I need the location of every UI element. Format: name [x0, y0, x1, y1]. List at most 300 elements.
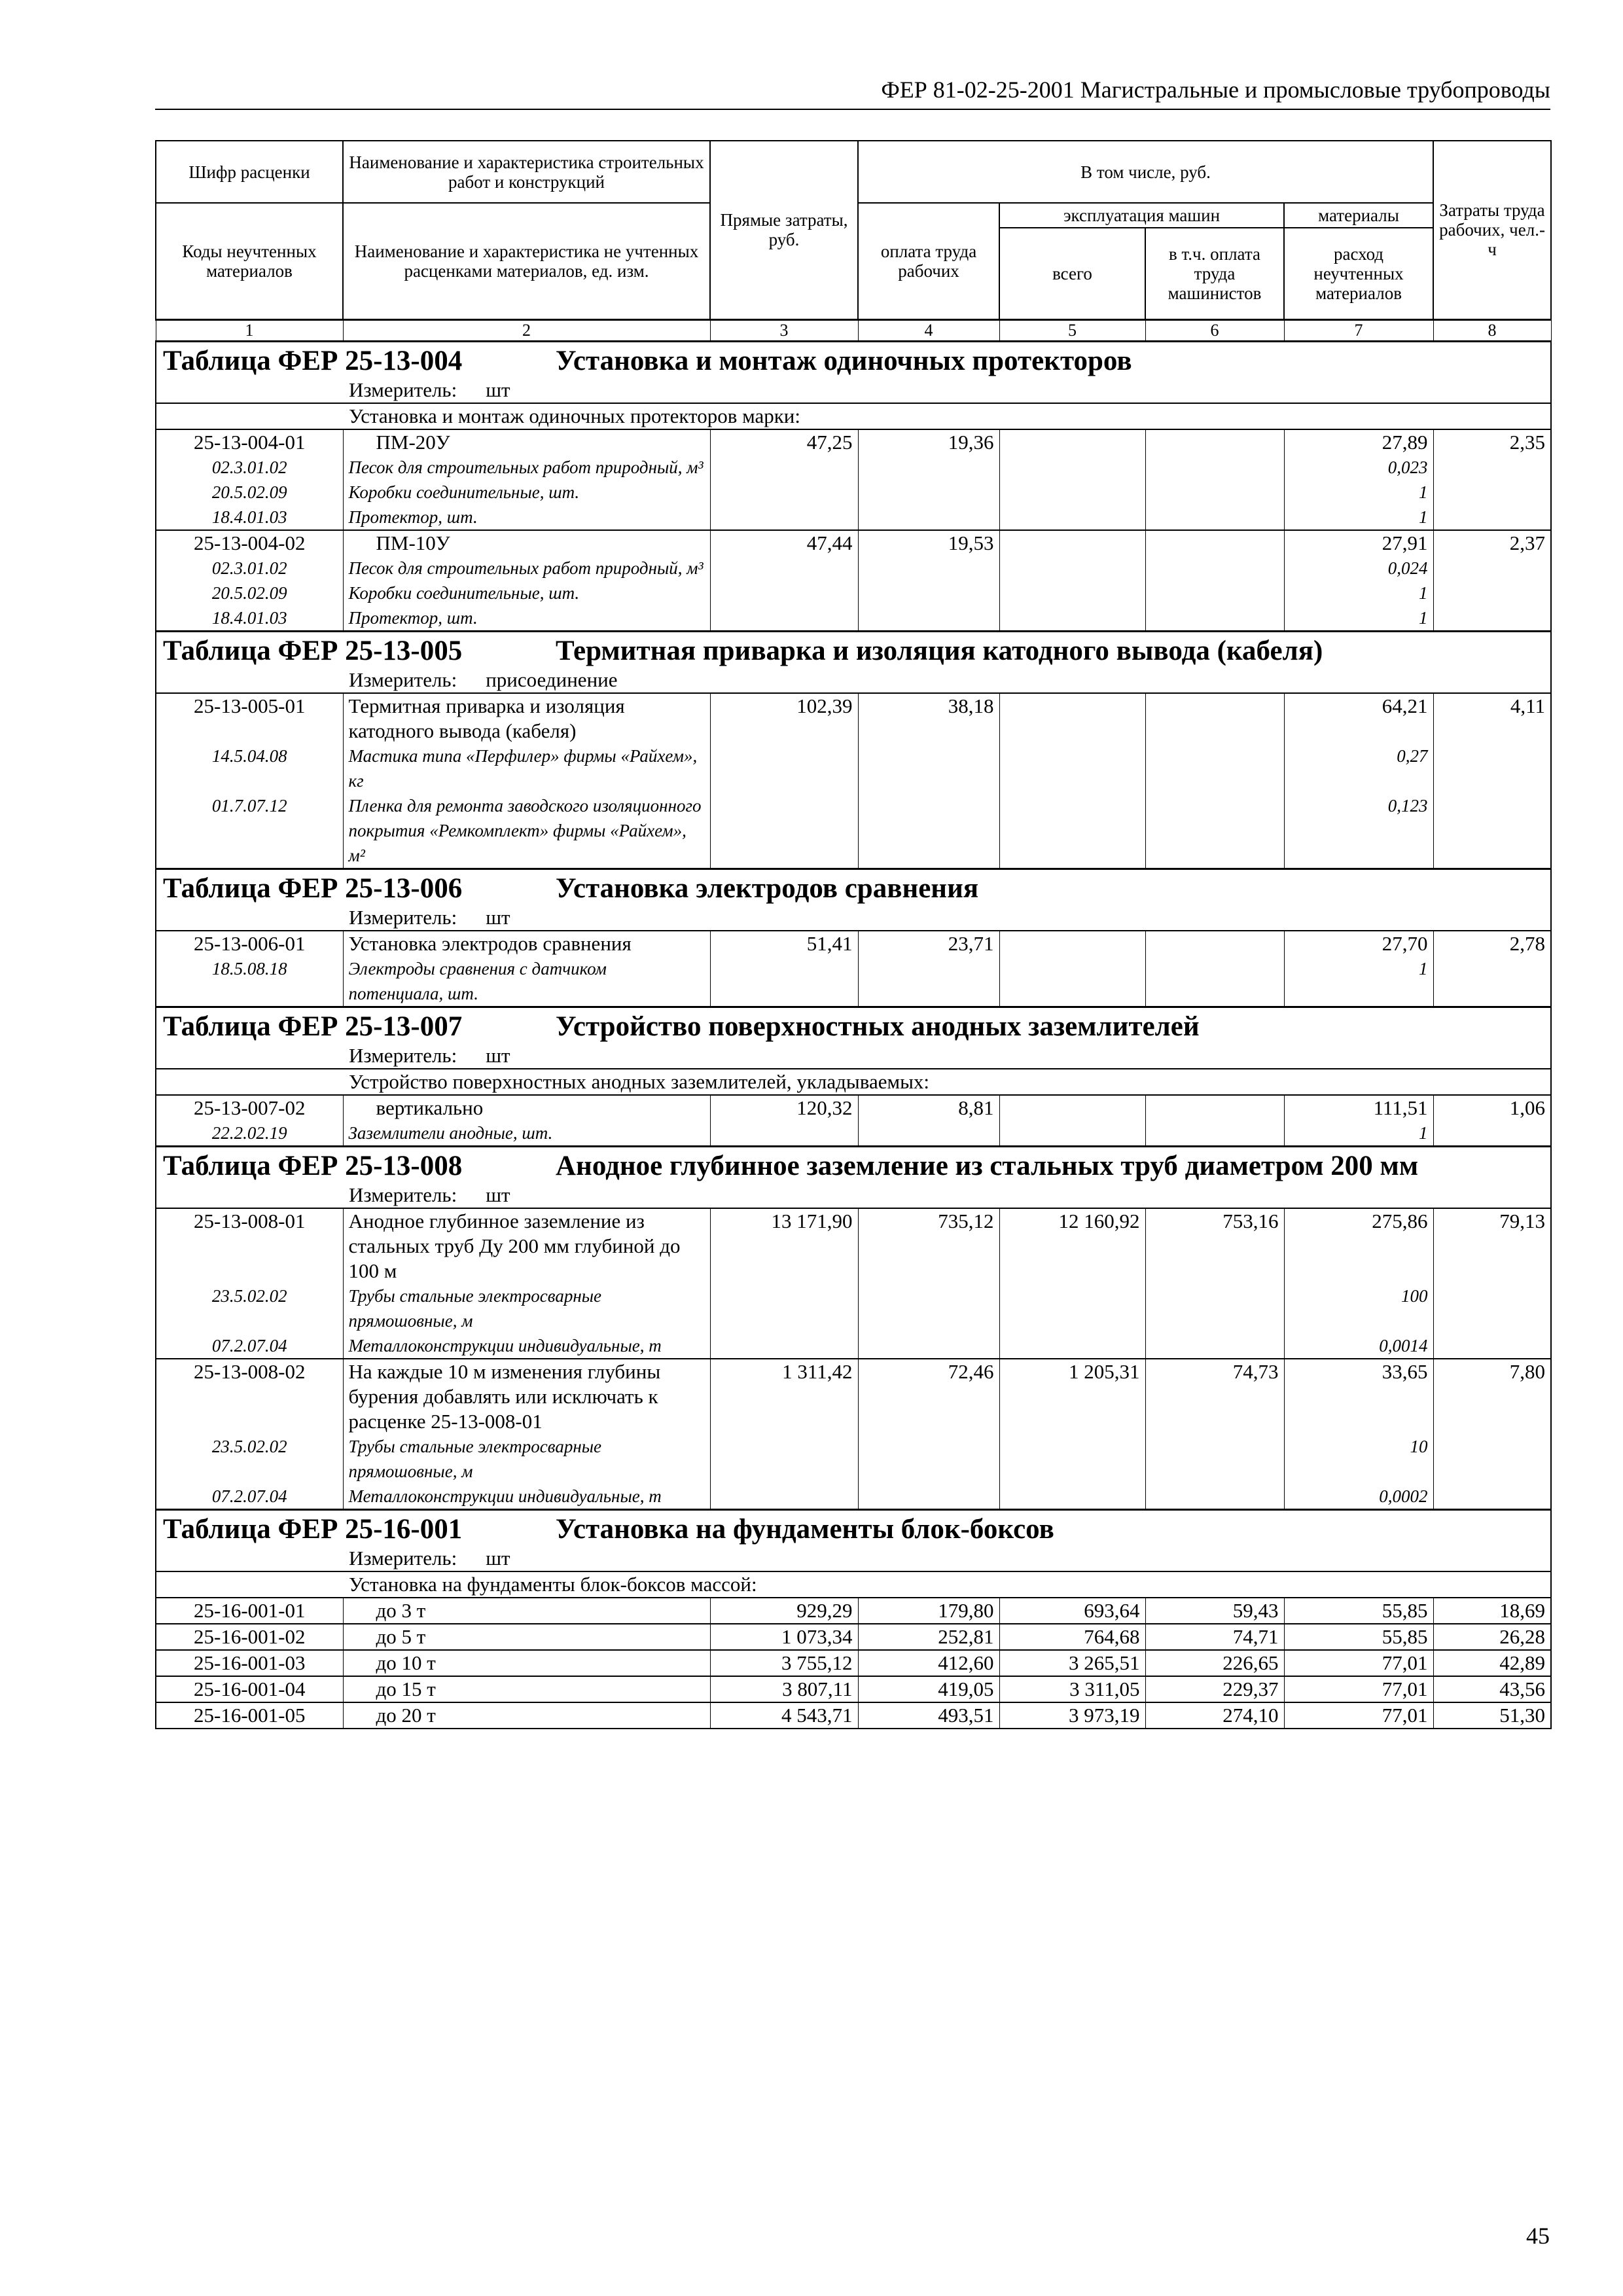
- unit-value: шт: [486, 905, 510, 929]
- rate-value: [999, 530, 1145, 556]
- rate-value: 19,36: [858, 429, 999, 455]
- empty-cell: [1433, 480, 1551, 505]
- section-name: Установка и монтаж одиночных протекторов: [556, 345, 1132, 376]
- rate-value: 764,68: [999, 1624, 1145, 1650]
- rate-code: 25-13-008-01: [156, 1208, 343, 1283]
- empty-cell: [1433, 1484, 1551, 1510]
- rate-code: 25-16-001-04: [156, 1676, 343, 1702]
- empty-cell: [999, 793, 1145, 869]
- section-unit: [156, 378, 1551, 403]
- empty-cell: [1433, 793, 1551, 869]
- column-number: 3: [710, 319, 858, 341]
- section-subtitle-row: [156, 1571, 1551, 1598]
- rate-value: [1145, 693, 1284, 744]
- empty-cell: [999, 744, 1145, 793]
- rate-value: 19,53: [858, 530, 999, 556]
- material-row: [156, 744, 1551, 793]
- empty-cell: [999, 1283, 1145, 1333]
- empty-cell: [858, 605, 999, 632]
- empty-cell: [1433, 605, 1551, 632]
- rate-value: 55,85: [1284, 1624, 1433, 1650]
- unit-value: шт: [486, 1546, 510, 1570]
- rate-value: 77,01: [1284, 1676, 1433, 1702]
- header-labor: Затраты труда рабочих, чел.-ч: [1433, 141, 1551, 319]
- header-material-names: Наименование и характеристика не учтенных расценками материалов, ед. изм.: [343, 203, 710, 319]
- rate-value: 419,05: [858, 1676, 999, 1702]
- section-title-row: [156, 631, 1551, 668]
- empty-cell: [1433, 1333, 1551, 1359]
- unit-label: Измеритель:: [349, 1043, 457, 1067]
- empty-cell: [1145, 956, 1284, 1007]
- material-row: [156, 1283, 1551, 1333]
- rate-value: 43,56: [1433, 1676, 1551, 1702]
- header-name: Наименование и характеристика строительных работ и конструкций: [343, 141, 710, 203]
- page-number: 45: [1526, 2223, 1550, 2249]
- empty-cell: [1145, 556, 1284, 581]
- rate-value: 7,80: [1433, 1359, 1551, 1434]
- material-quantity: 0,0002: [1284, 1484, 1433, 1510]
- unit-value: шт: [486, 1043, 510, 1067]
- unit-value: шт: [486, 1183, 510, 1206]
- material-row: [156, 1484, 1551, 1510]
- rate-value: 79,13: [1433, 1208, 1551, 1283]
- table-row: [156, 1650, 1551, 1676]
- section-unit-row: [156, 1043, 1551, 1069]
- material-quantity: 1: [1284, 605, 1433, 632]
- table-row: [156, 1359, 1551, 1434]
- section-unit-row: [156, 1183, 1551, 1208]
- rate-value: 493,51: [858, 1702, 999, 1729]
- empty-cell: [858, 956, 999, 1007]
- material-code: 20.5.02.09: [156, 581, 343, 605]
- rate-code: 25-16-001-01: [156, 1598, 343, 1624]
- rate-value: 23,71: [858, 931, 999, 956]
- empty-cell: [999, 505, 1145, 530]
- material-name: Протектор, шт.: [343, 605, 710, 632]
- rate-value: 64,21: [1284, 693, 1433, 744]
- empty-cell: [1145, 1121, 1284, 1147]
- empty-cell: [1433, 744, 1551, 793]
- rate-value: 3 973,19: [999, 1702, 1145, 1729]
- empty-cell: [1145, 1484, 1284, 1510]
- empty-cell: [999, 480, 1145, 505]
- column-number: 6: [1145, 319, 1284, 341]
- rate-name: до 10 т: [343, 1650, 710, 1676]
- material-code: 22.2.02.19: [156, 1121, 343, 1147]
- section-unit-row: [156, 378, 1551, 403]
- rate-value: 2,37: [1433, 530, 1551, 556]
- rate-value: 275,86: [1284, 1208, 1433, 1283]
- rate-value: 179,80: [858, 1598, 999, 1624]
- rate-name: Установка электродов сравнения: [343, 931, 710, 956]
- section-subtitle: Установка и монтаж одиночных протекторов марки:: [156, 403, 1551, 429]
- empty-cell: [1145, 480, 1284, 505]
- header-machinist-pay: в т.ч. оплата труда машинистов: [1145, 228, 1284, 319]
- empty-cell: [999, 1484, 1145, 1510]
- material-quantity: 10: [1284, 1434, 1433, 1484]
- rate-name: Термитная приварка и изоляция катодного вывода (кабеля): [343, 693, 710, 744]
- material-name: Коробки соединительные, шт.: [343, 480, 710, 505]
- rate-value: 735,12: [858, 1208, 999, 1283]
- document-header: ФЕР 81-02-25-2001 Магистральные и промысловые трубопроводы: [155, 73, 1550, 110]
- header-code: Шифр расценки: [156, 141, 343, 203]
- section-subtitle: Устройство поверхностных анодных заземлителей, укладываемых:: [156, 1069, 1551, 1095]
- section-name: Установка электродов сравнения: [556, 872, 979, 904]
- section-subtitle-row: [156, 403, 1551, 429]
- section-title-row: [156, 1146, 1551, 1183]
- material-row: [156, 1121, 1551, 1147]
- rate-code: 25-16-001-05: [156, 1702, 343, 1729]
- material-quantity: 100: [1284, 1283, 1433, 1333]
- empty-cell: [858, 1434, 999, 1484]
- empty-cell: [710, 1484, 858, 1510]
- material-name: Заземлители анодные, шт.: [343, 1121, 710, 1147]
- section-unit: [156, 1043, 1551, 1069]
- material-name: Трубы стальные электросварные прямошовные, м: [343, 1283, 710, 1333]
- header-materials: материалы: [1284, 203, 1433, 228]
- rate-value: [1145, 931, 1284, 956]
- material-name: Пленка для ремонта заводского изоляционного покрытия «Ремкомплект» фирмы «Райхем», м²: [343, 793, 710, 869]
- rate-code: 25-16-001-03: [156, 1650, 343, 1676]
- empty-cell: [999, 455, 1145, 480]
- section-unit: [156, 668, 1551, 693]
- section-code: Таблица ФЕР 25-13-005: [163, 635, 463, 666]
- section-title: [156, 1007, 1551, 1043]
- material-name: Трубы стальные электросварные прямошовные, м: [343, 1434, 710, 1484]
- empty-cell: [858, 480, 999, 505]
- material-row: [156, 1333, 1551, 1359]
- rate-value: 3 311,05: [999, 1676, 1145, 1702]
- section-subtitle-row: [156, 1069, 1551, 1095]
- material-code: 23.5.02.02: [156, 1434, 343, 1484]
- section-title: [156, 869, 1551, 905]
- empty-cell: [1145, 505, 1284, 530]
- material-row: [156, 581, 1551, 605]
- empty-cell: [999, 1121, 1145, 1147]
- section-name: Термитная приварка и изоляция катодного вывода (кабеля): [556, 635, 1323, 666]
- rate-code: 25-13-005-01: [156, 693, 343, 744]
- material-quantity: 1: [1284, 581, 1433, 605]
- section-name: Устройство поверхностных анодных заземлителей: [556, 1011, 1200, 1042]
- material-quantity: 0,024: [1284, 556, 1433, 581]
- header-machines: эксплуатация машин: [999, 203, 1284, 228]
- rate-value: 13 171,90: [710, 1208, 858, 1283]
- rate-value: 27,70: [1284, 931, 1433, 956]
- header-unaccounted-materials: расход неучтенных материалов: [1284, 228, 1433, 319]
- material-code: 18.4.01.03: [156, 605, 343, 632]
- unit-value: присоединение: [486, 668, 618, 691]
- rate-name: вертикально: [343, 1095, 710, 1121]
- empty-cell: [710, 744, 858, 793]
- material-code: 18.5.08.18: [156, 956, 343, 1007]
- rate-value: 27,89: [1284, 429, 1433, 455]
- unit-label: Измеритель:: [349, 1546, 457, 1570]
- table-row: [156, 1676, 1551, 1702]
- rate-value: 226,65: [1145, 1650, 1284, 1676]
- rate-value: 3 807,11: [710, 1676, 858, 1702]
- section-code: Таблица ФЕР 25-13-008: [163, 1150, 463, 1181]
- section-code: Таблица ФЕР 25-13-006: [163, 872, 463, 904]
- header-direct-costs: Прямые затраты, руб.: [710, 141, 858, 319]
- rate-value: 929,29: [710, 1598, 858, 1624]
- material-row: [156, 505, 1551, 530]
- empty-cell: [1433, 1283, 1551, 1333]
- material-row: [156, 455, 1551, 480]
- section-unit-row: [156, 668, 1551, 693]
- column-number: 2: [343, 319, 710, 341]
- empty-cell: [1433, 956, 1551, 1007]
- section-title: [156, 1509, 1551, 1546]
- material-name: Металлоконструкции индивидуальные, т: [343, 1484, 710, 1510]
- empty-cell: [858, 1484, 999, 1510]
- rate-value: 4 543,71: [710, 1702, 858, 1729]
- material-row: [156, 480, 1551, 505]
- section-title: [156, 341, 1551, 378]
- rate-value: 42,89: [1433, 1650, 1551, 1676]
- rate-value: 51,30: [1433, 1702, 1551, 1729]
- empty-cell: [1145, 581, 1284, 605]
- material-row: [156, 1434, 1551, 1484]
- rate-value: 74,71: [1145, 1624, 1284, 1650]
- material-code: 07.2.07.04: [156, 1484, 343, 1510]
- empty-cell: [999, 1333, 1145, 1359]
- rate-value: [999, 693, 1145, 744]
- column-number: 4: [858, 319, 999, 341]
- column-numbers-row: [156, 319, 1551, 341]
- empty-cell: [858, 455, 999, 480]
- material-quantity: 0,023: [1284, 455, 1433, 480]
- empty-cell: [999, 556, 1145, 581]
- material-name: Песок для строительных работ природный, м³: [343, 556, 710, 581]
- material-row: [156, 605, 1551, 632]
- rate-value: 229,37: [1145, 1676, 1284, 1702]
- empty-cell: [999, 605, 1145, 632]
- empty-cell: [1433, 455, 1551, 480]
- material-quantity: 0,27: [1284, 744, 1433, 793]
- empty-cell: [1145, 605, 1284, 632]
- unit-value: шт: [486, 378, 510, 401]
- empty-cell: [858, 556, 999, 581]
- column-number: 8: [1433, 319, 1551, 341]
- material-quantity: 0,123: [1284, 793, 1433, 869]
- header-machines-total: всего: [999, 228, 1145, 319]
- column-number: 7: [1284, 319, 1433, 341]
- column-number: 1: [156, 319, 343, 341]
- rate-value: 8,81: [858, 1095, 999, 1121]
- rate-name: ПМ-10У: [343, 530, 710, 556]
- rate-value: 120,32: [710, 1095, 858, 1121]
- rate-value: 12 160,92: [999, 1208, 1145, 1283]
- rate-code: 25-13-007-02: [156, 1095, 343, 1121]
- empty-cell: [1433, 556, 1551, 581]
- material-quantity: 1: [1284, 505, 1433, 530]
- rate-code: 25-16-001-02: [156, 1624, 343, 1650]
- rate-value: 27,91: [1284, 530, 1433, 556]
- rate-value: 18,69: [1433, 1598, 1551, 1624]
- empty-cell: [1145, 793, 1284, 869]
- rate-value: 412,60: [858, 1650, 999, 1676]
- material-name: Металлоконструкции индивидуальные, т: [343, 1333, 710, 1359]
- rate-value: [999, 1095, 1145, 1121]
- material-code: 02.3.01.02: [156, 556, 343, 581]
- header-material-codes: Коды неучтенных материалов: [156, 203, 343, 319]
- empty-cell: [710, 556, 858, 581]
- section-code: Таблица ФЕР 25-13-004: [163, 345, 463, 376]
- empty-cell: [858, 1333, 999, 1359]
- material-code: 20.5.02.09: [156, 480, 343, 505]
- material-name: Протектор, шт.: [343, 505, 710, 530]
- empty-cell: [1145, 1333, 1284, 1359]
- rate-value: [1145, 1095, 1284, 1121]
- table-row: [156, 1702, 1551, 1729]
- empty-cell: [1433, 1434, 1551, 1484]
- rate-value: 693,64: [999, 1598, 1145, 1624]
- rate-name: до 3 т: [343, 1598, 710, 1624]
- material-code: 01.7.07.12: [156, 793, 343, 869]
- unit-label: Измеритель:: [349, 668, 457, 691]
- empty-cell: [710, 1333, 858, 1359]
- rate-value: 3 265,51: [999, 1650, 1145, 1676]
- rate-value: 102,39: [710, 693, 858, 744]
- rate-name: Анодное глубинное заземление из стальных труб Ду 200 мм глубиной до 100 м: [343, 1208, 710, 1283]
- section-unit-row: [156, 1546, 1551, 1571]
- rate-value: 74,73: [1145, 1359, 1284, 1434]
- section-unit: [156, 905, 1551, 931]
- material-name: Песок для строительных работ природный, м³: [343, 455, 710, 480]
- empty-cell: [1433, 1121, 1551, 1147]
- material-code: 23.5.02.02: [156, 1283, 343, 1333]
- empty-cell: [1145, 1283, 1284, 1333]
- section-title: [156, 1146, 1551, 1183]
- rate-value: 77,01: [1284, 1650, 1433, 1676]
- rate-value: 111,51: [1284, 1095, 1433, 1121]
- rate-value: 1 073,34: [710, 1624, 858, 1650]
- section-title-row: [156, 341, 1551, 378]
- table-row: [156, 693, 1551, 744]
- table-row: [156, 429, 1551, 455]
- empty-cell: [710, 480, 858, 505]
- rate-value: 26,28: [1433, 1624, 1551, 1650]
- empty-cell: [999, 1434, 1145, 1484]
- empty-cell: [1145, 1434, 1284, 1484]
- rate-value: [1145, 530, 1284, 556]
- table-row: [156, 931, 1551, 956]
- rate-value: 753,16: [1145, 1208, 1284, 1283]
- table-row: [156, 1624, 1551, 1650]
- empty-cell: [858, 1283, 999, 1333]
- rate-value: 4,11: [1433, 693, 1551, 744]
- rate-value: 1 311,42: [710, 1359, 858, 1434]
- unit-label: Измеритель:: [349, 378, 457, 401]
- empty-cell: [710, 455, 858, 480]
- rate-value: 1 205,31: [999, 1359, 1145, 1434]
- material-code: 07.2.07.04: [156, 1333, 343, 1359]
- rate-code: 25-13-004-01: [156, 429, 343, 455]
- material-name: Мастика типа «Перфилер» фирмы «Райхем», кг: [343, 744, 710, 793]
- rate-value: 252,81: [858, 1624, 999, 1650]
- price-table: [155, 140, 1552, 1729]
- rate-value: [999, 931, 1145, 956]
- empty-cell: [1433, 505, 1551, 530]
- table-row: [156, 530, 1551, 556]
- rate-code: 25-13-006-01: [156, 931, 343, 956]
- unit-label: Измеритель:: [349, 905, 457, 929]
- rate-name: На каждые 10 м изменения глубины бурения добавлять или исключать к расценке 25-13-008-01: [343, 1359, 710, 1434]
- material-name: Коробки соединительные, шт.: [343, 581, 710, 605]
- material-code: 18.4.01.03: [156, 505, 343, 530]
- section-title-row: [156, 1007, 1551, 1043]
- rate-value: 59,43: [1145, 1598, 1284, 1624]
- material-row: [156, 956, 1551, 1007]
- rate-value: 47,44: [710, 530, 858, 556]
- material-code: 14.5.04.08: [156, 744, 343, 793]
- material-row: [156, 556, 1551, 581]
- section-title-row: [156, 1509, 1551, 1546]
- rate-value: 77,01: [1284, 1702, 1433, 1729]
- section-name: Установка на фундаменты блок-боксов: [556, 1513, 1054, 1545]
- rate-value: 51,41: [710, 931, 858, 956]
- header-worker-pay: оплата труда рабочих: [858, 203, 999, 319]
- empty-cell: [858, 581, 999, 605]
- empty-cell: [710, 1434, 858, 1484]
- empty-cell: [710, 956, 858, 1007]
- rate-value: 2,78: [1433, 931, 1551, 956]
- section-code: Таблица ФЕР 25-13-007: [163, 1011, 463, 1042]
- empty-cell: [710, 581, 858, 605]
- empty-cell: [999, 581, 1145, 605]
- empty-cell: [858, 1121, 999, 1147]
- section-title-row: [156, 869, 1551, 905]
- material-quantity: 0,0014: [1284, 1333, 1433, 1359]
- table-row: [156, 1598, 1551, 1624]
- section-title: [156, 631, 1551, 668]
- rate-value: 72,46: [858, 1359, 999, 1434]
- material-quantity: 1: [1284, 1121, 1433, 1147]
- empty-cell: [710, 793, 858, 869]
- rate-value: 55,85: [1284, 1598, 1433, 1624]
- unit-label: Измеритель:: [349, 1183, 457, 1206]
- rate-value: 47,25: [710, 429, 858, 455]
- rate-value: 1,06: [1433, 1095, 1551, 1121]
- rate-code: 25-13-008-02: [156, 1359, 343, 1434]
- material-row: [156, 793, 1551, 869]
- section-unit: [156, 1546, 1551, 1571]
- rate-name: до 20 т: [343, 1702, 710, 1729]
- material-quantity: 1: [1284, 956, 1433, 1007]
- empty-cell: [858, 793, 999, 869]
- empty-cell: [999, 956, 1145, 1007]
- section-unit-row: [156, 905, 1551, 931]
- empty-cell: [1145, 455, 1284, 480]
- column-number: 5: [999, 319, 1145, 341]
- empty-cell: [710, 605, 858, 632]
- rate-value: 33,65: [1284, 1359, 1433, 1434]
- empty-cell: [858, 744, 999, 793]
- empty-cell: [858, 505, 999, 530]
- rate-name: до 15 т: [343, 1676, 710, 1702]
- rate-code: 25-13-004-02: [156, 530, 343, 556]
- material-quantity: 1: [1284, 480, 1433, 505]
- rate-name: ПМ-20У: [343, 429, 710, 455]
- empty-cell: [1433, 581, 1551, 605]
- table-row: [156, 1208, 1551, 1283]
- section-subtitle: Установка на фундаменты блок-боксов массой:: [156, 1571, 1551, 1598]
- empty-cell: [710, 1121, 858, 1147]
- section-code: Таблица ФЕР 25-16-001: [163, 1513, 463, 1545]
- section-unit: [156, 1183, 1551, 1208]
- rate-value: 38,18: [858, 693, 999, 744]
- empty-cell: [1145, 744, 1284, 793]
